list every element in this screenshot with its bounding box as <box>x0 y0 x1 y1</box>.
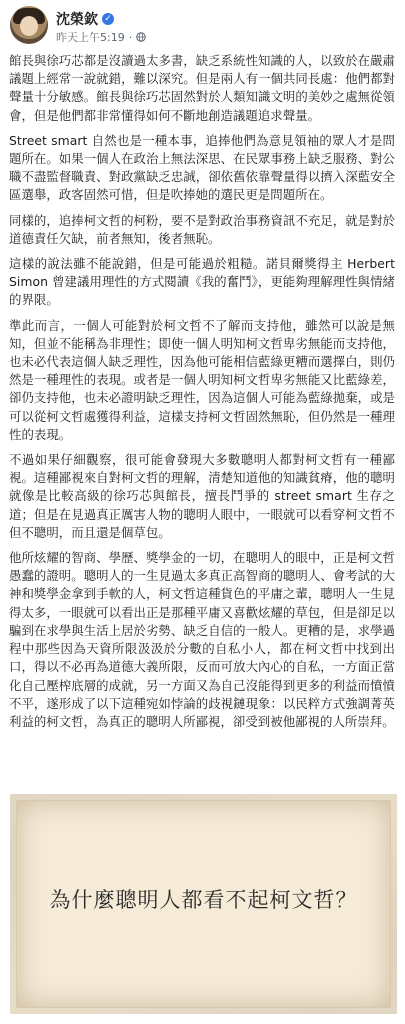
meta-separator: · <box>128 30 133 44</box>
author-line <box>56 9 114 29</box>
post-paragraph: 準此而言，一個人可能對於柯文哲不了解而支持他，雖然可以說是無知，但並不能稱為非理性；即使一個人明知柯文哲卑劣無能而支持他，也未必代表這個人缺乏理性，因為他可能相信藍綠更糟而選擇白，則仍然是一種理性的表現。或者是一個人明知柯文哲卑劣無能又比藍綠差，卻仍支持他，也未必證明缺乏理性，因為這個人可能為藍綠拋棄，或是可以從柯文哲處獲得利益，這樣支持柯文哲固然無恥，但仍然是一種理性的表現。 <box>9 317 395 442</box>
post-paragraph: 同樣的，追捧柯文哲的柯粉，要不是對政治事務資訊不充足，就是對於道德責任欠缺，前者無知，後者無恥。 <box>9 212 395 246</box>
author-name[interactable]: 沈榮欽 <box>56 12 98 28</box>
post-paragraph: 館長與徐巧芯都是沒讀過太多書，缺乏系統性知識的人，以致於在嚴肅議題上經常一說就錯，難以深究。但是兩人有一個共同長處：他們都對聲量十分敏感。館長與徐巧芯固然對於人類知識文明的美妙之處無從領會，但是他們都非常懂得如何不斷地創造議題追求聲量。 <box>9 53 395 123</box>
post-paragraph: 這樣的說法雖不能說錯，但是可能過於粗糙。諾貝爾獎得主 Herbert Simon 曾建議用理性的方式閱讀《我的奮鬥》，更能夠理解理性與情緒的界限。 <box>9 256 395 308</box>
image-caption: 為什麼聰明人都看不起柯文哲？ <box>49 888 358 912</box>
post-body <box>0 48 405 731</box>
avatar-face <box>20 16 38 36</box>
post-paragraph: 他所炫耀的智商、學歷、獎學金的一切，在聰明人的眼中，正是柯文哲愚蠢的證明。聰明人的一生見過太多真正高智商的聰明人、會考試的大神和獎學金拿到手軟的人，柯文哲這種貨色的平庸之輩，聰明人一生見得太多，一眼就可以看出正是那種平庸又喜歡炫耀的草包，但是卻足以騙到在求學與生活上居於劣勢、缺乏自信的一般人。更糟的是，求學過程中那些因為天資所限汲汲於分數的自私小人，都在柯文哲中找到出口，得以不必再為道德大義所限，反而可放大內心的自私，一方面正當化自己壓榨底層的成就，另一方面又為自己沒能得到更多的利益而憤憤不平，遂形成了以下這種宛如悖論的歧視鏈現象：以民粹方式強調菁英利益的柯文哲，為真正的聰明人所鄙視，卻受到被他鄙視的人所崇拜。 <box>9 550 395 729</box>
post-image[interactable] <box>10 794 397 1014</box>
post-header <box>0 0 405 48</box>
globe-icon[interactable] <box>136 32 146 42</box>
author-avatar[interactable] <box>10 6 48 44</box>
verified-badge-icon: ✓ <box>102 13 114 25</box>
post-meta <box>56 29 146 45</box>
post-paragraph: Street smart 自然也是一種本事，追捧他們為意見領袖的眾人才是問題所在。如果一個人在政治上無法深思、在民眾事務上缺乏服務、對公職不盡監督職責、對政黨缺乏忠誠，卻依舊依靠聲量得以擠入深藍安全區選舉，政客固然可惜，但是吹捧她的選民更是問題所在。 <box>9 132 395 203</box>
post-timestamp[interactable]: 昨天上午5:19 <box>56 31 125 44</box>
post-paragraph: 不過如果仔細觀察，很可能會發現大多數聰明人都對柯文哲有一種鄙視。這種鄙視來自對柯文哲的理解，清楚知道他的知識貧瘠，他的聰明就像是比較高級的徐巧芯與館長，擅長鬥爭的 street smart 生存之道；但是在見過真正厲害人物的聰明人眼中，一眼就可以看穿柯文哲不但不聰明，而且還是個草包。 <box>9 452 395 540</box>
